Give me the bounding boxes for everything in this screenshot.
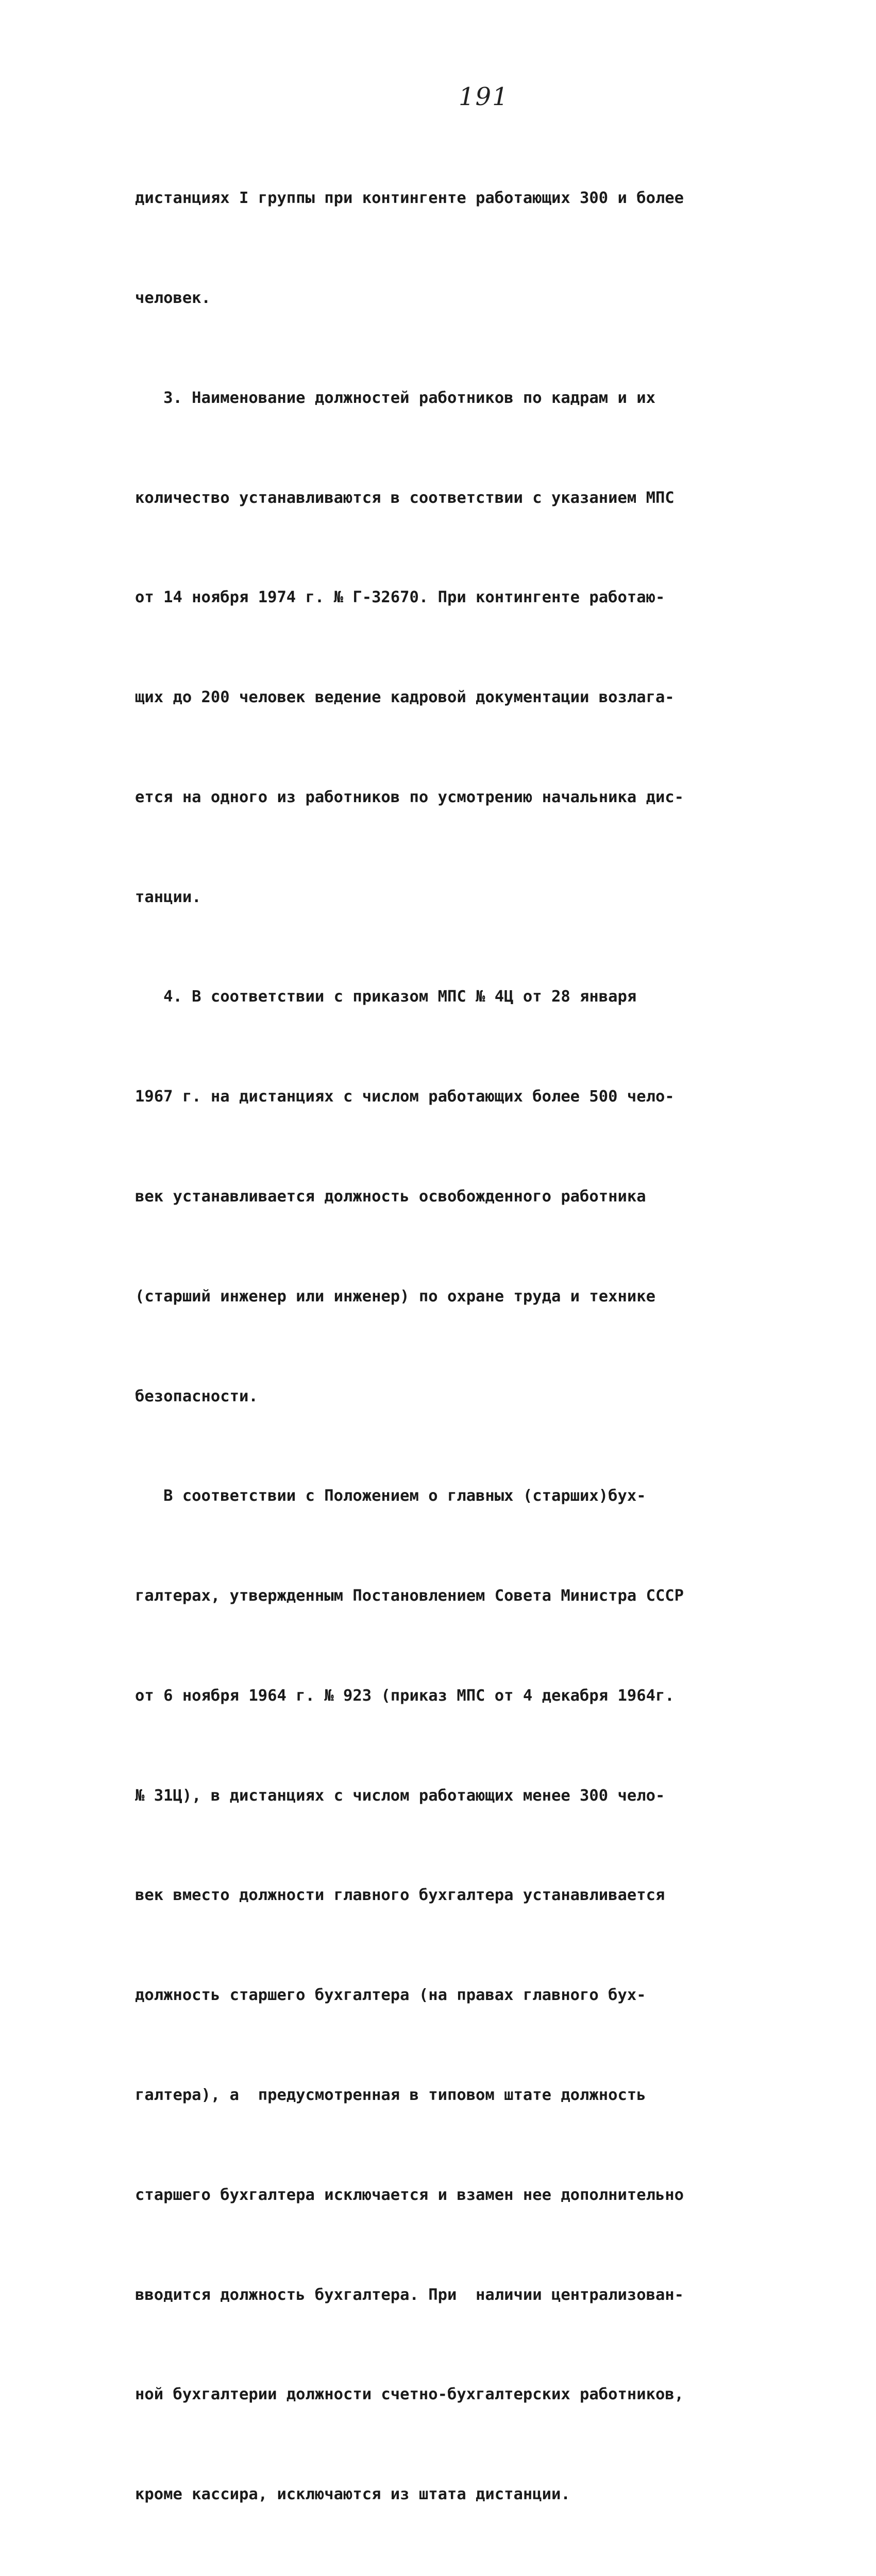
text-line: щих до 200 человек ведение кадровой документации возлага- [135, 688, 675, 707]
body-text [135, 115, 738, 2576]
text-line: № 31Ц), в дистанциях с числом работающих менее 300 чело- [135, 1786, 665, 1805]
text-line: ется на одного из работников по усмотрению начальника дис- [135, 788, 684, 806]
text-line: 3. Наименование должностей работников по кадрам и их [135, 388, 655, 407]
text-line: человек. [135, 289, 211, 307]
text-line: от 6 ноября 1964 г. № 923 (приказ МПС от 4 декабря 1964г. [135, 1686, 675, 1705]
text-line: танции. [135, 888, 201, 906]
text-line: В соответствии с Положением о главных (старших)бух- [135, 1487, 646, 1505]
text-line: дистанциях I группы при контингенте работающих 300 и более [135, 189, 684, 208]
text-line: количество устанавливаются в соответствии с указанием МПС [135, 488, 675, 507]
text-line: век устанавливается должность освобожденного работника [135, 1188, 646, 1206]
text-line: от 14 ноября 1974 г. № Г-32670. При контингенте работаю- [135, 588, 665, 607]
text-line: галтера), а предусмотренная в типовом штате должность [135, 2086, 646, 2105]
text-line: галтерах, утвержденным Постановлением Совета Министра СССР [135, 1587, 684, 1605]
text-line: должность старшего бухгалтера (на правах главного бух- [135, 1986, 646, 2005]
text-line: 1967 г. на дистанциях с числом работающих более 500 чело- [135, 1088, 675, 1106]
text-line: 4. В соответствии с приказом МПС № 4Ц от 28 января [135, 988, 637, 1006]
text-line: безопасности. [135, 1387, 258, 1405]
text-line: вводится должность бухгалтера. При наличии централизован- [135, 2285, 684, 2304]
text-line: (старший инженер или инженер) по охране труда и технике [135, 1287, 655, 1306]
text-line: старшего бухгалтера исключается и взамен нее дополнительно [135, 2185, 684, 2204]
text-line: век вместо должности главного бухгалтера устанавливается [135, 1886, 665, 1905]
text-line: кроме кассира, исключаются из штата дистанции. [135, 2485, 570, 2504]
text-line: ной бухгалтерии должности счетно-бухгалтерских работников, [135, 2385, 684, 2404]
page-number: 191 [459, 82, 509, 111]
